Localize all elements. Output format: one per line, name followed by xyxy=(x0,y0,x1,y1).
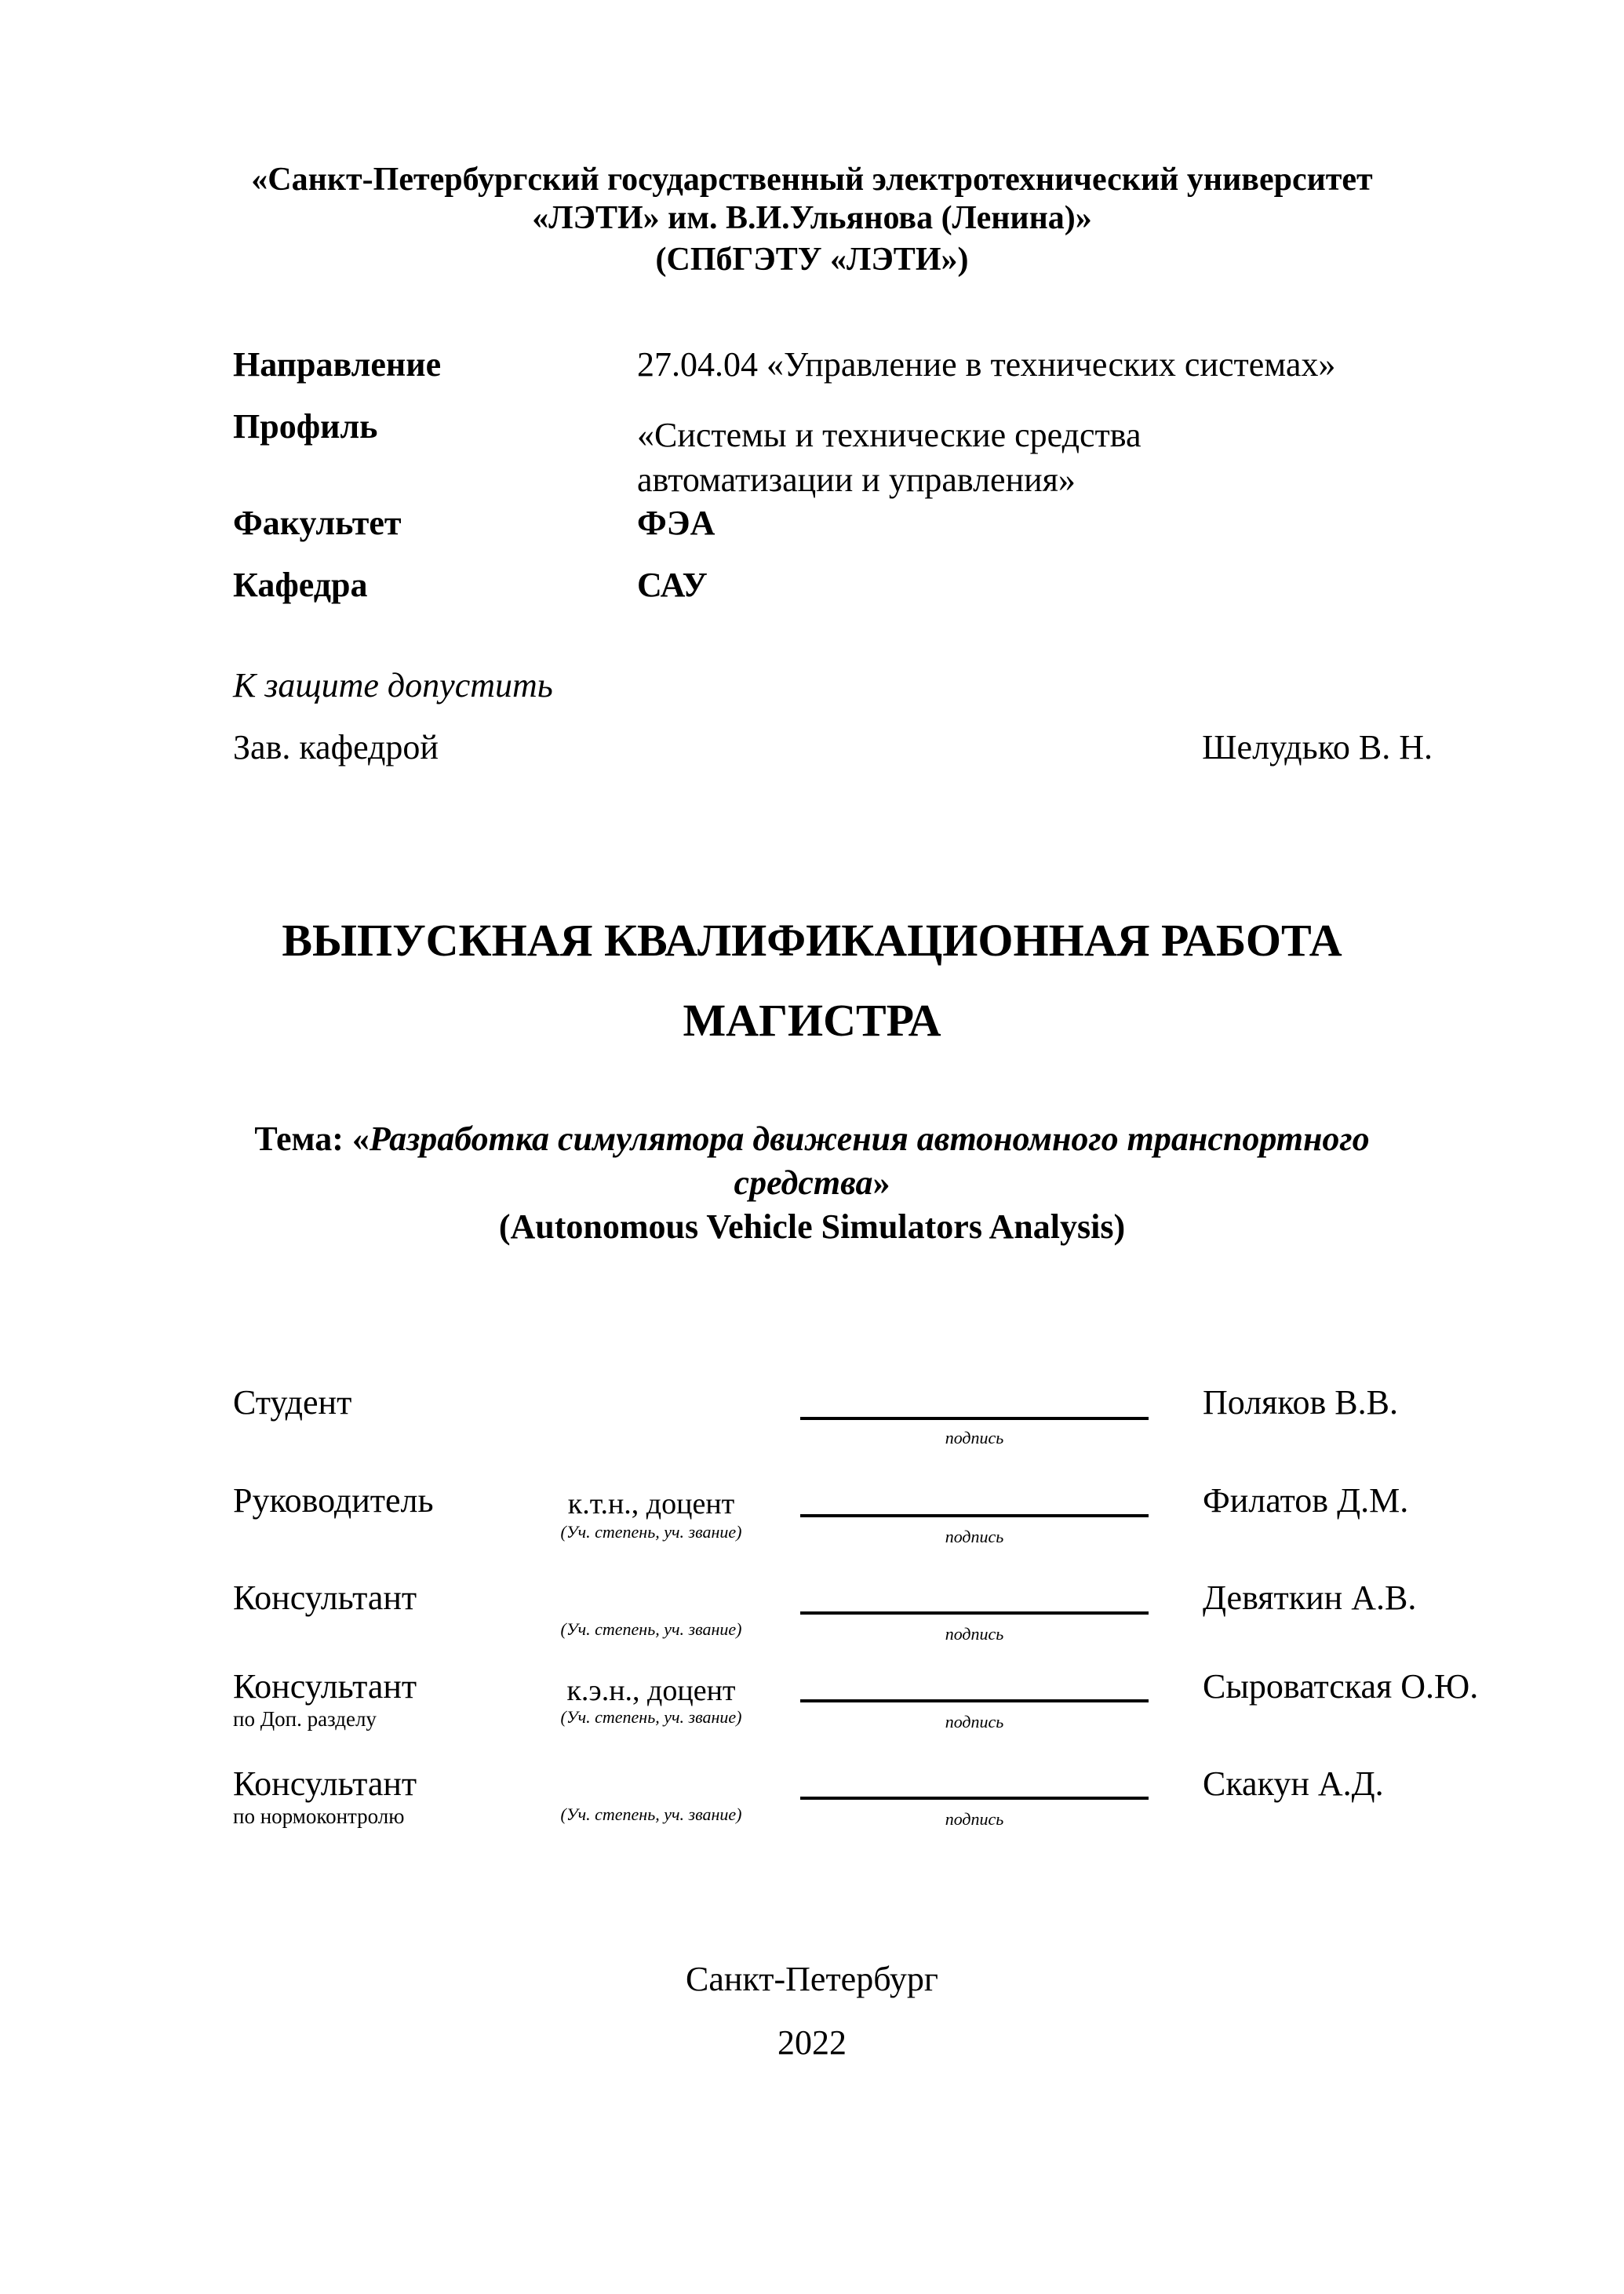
signatory-name: Поляков В.В. xyxy=(1203,1383,1399,1422)
signature-hint: подпись xyxy=(945,1624,1004,1644)
signature-role: Консультант xyxy=(233,1667,417,1706)
head-of-department-label: Зав. кафедрой xyxy=(233,728,439,766)
signature-role: Консультант xyxy=(233,1578,417,1617)
academic-degree: к.э.н., доцент xyxy=(566,1674,736,1707)
signature-role: Руководитель xyxy=(233,1481,434,1520)
department-label: Кафедра xyxy=(233,566,368,604)
signature-role: Консультант xyxy=(233,1764,417,1803)
signature-line xyxy=(800,1797,1149,1800)
university-abbreviation: (СПбГЭТУ «ЛЭТИ») xyxy=(655,242,969,278)
signatory-name: Скакун А.Д. xyxy=(1203,1764,1384,1803)
signature-hint: подпись xyxy=(945,1428,1004,1447)
theme-topic-line2: средства xyxy=(734,1163,873,1202)
faculty-label: Факультет xyxy=(233,504,402,542)
theme-prefix: Тема: « xyxy=(254,1120,370,1158)
signature-hint: подпись xyxy=(945,1712,1004,1731)
signatory-name: Девяткин А.В. xyxy=(1203,1578,1417,1617)
direction-label: Направление xyxy=(233,345,442,384)
document-title-line1: ВЫПУСКНАЯ КВАЛИФИКАЦИОННАЯ РАБОТА xyxy=(282,915,1342,966)
document-title-line2: МАГИСТРА xyxy=(683,995,941,1046)
admit-to-defense-text: К защите допустить xyxy=(233,666,553,705)
theme-english: (Autonomous Vehicle Simulators Analysis) xyxy=(498,1207,1126,1246)
signature-role-sub: по нормоконтролю xyxy=(233,1804,405,1828)
profile-label: Профиль xyxy=(233,407,378,446)
theme-line1 xyxy=(0,1122,1624,1156)
degree-hint: (Уч. степень, уч. звание) xyxy=(560,1619,742,1639)
year: 2022 xyxy=(777,2023,847,2062)
university-name-line1: «Санкт-Петербургский государственный электротехнический университет xyxy=(251,162,1373,198)
academic-degree: к.т.н., доцент xyxy=(567,1487,735,1520)
signatory-name: Филатов Д.М. xyxy=(1203,1481,1409,1520)
signatory-name: Сыроватская О.Ю. xyxy=(1203,1667,1479,1706)
department-value: САУ xyxy=(637,566,708,604)
head-of-department-name: Шелудько В. Н. xyxy=(1202,728,1433,766)
signature-line xyxy=(800,1699,1149,1702)
theme-suffix: » xyxy=(872,1163,890,1202)
city: Санкт-Петербург xyxy=(686,1960,938,1998)
university-name-line2: «ЛЭТИ» им. В.И.Ульянова (Ленина)» xyxy=(532,200,1092,236)
degree-hint: (Уч. степень, уч. звание) xyxy=(560,1804,742,1824)
signature-hint: подпись xyxy=(945,1809,1004,1829)
signature-hint: подпись xyxy=(945,1527,1004,1546)
theme-topic-line1: Разработка симулятора движения автономного транспортного xyxy=(369,1120,1370,1158)
signature-line xyxy=(800,1417,1149,1420)
profile-value-line1: «Системы и технические средства xyxy=(637,416,1142,454)
degree-hint: (Уч. степень, уч. звание) xyxy=(560,1707,742,1727)
theme-line2 xyxy=(0,1163,1624,1202)
signature-line xyxy=(800,1611,1149,1615)
signature-role: Студент xyxy=(233,1383,352,1422)
faculty-value: ФЭА xyxy=(637,504,716,542)
signature-role-sub: по Доп. разделу xyxy=(233,1707,377,1731)
degree-hint: (Уч. степень, уч. звание) xyxy=(560,1522,742,1542)
profile-value-line2: автоматизации и управления» xyxy=(637,461,1076,499)
direction-value: 27.04.04 «Управление в технических системах» xyxy=(637,345,1336,384)
signature-line xyxy=(800,1514,1149,1517)
